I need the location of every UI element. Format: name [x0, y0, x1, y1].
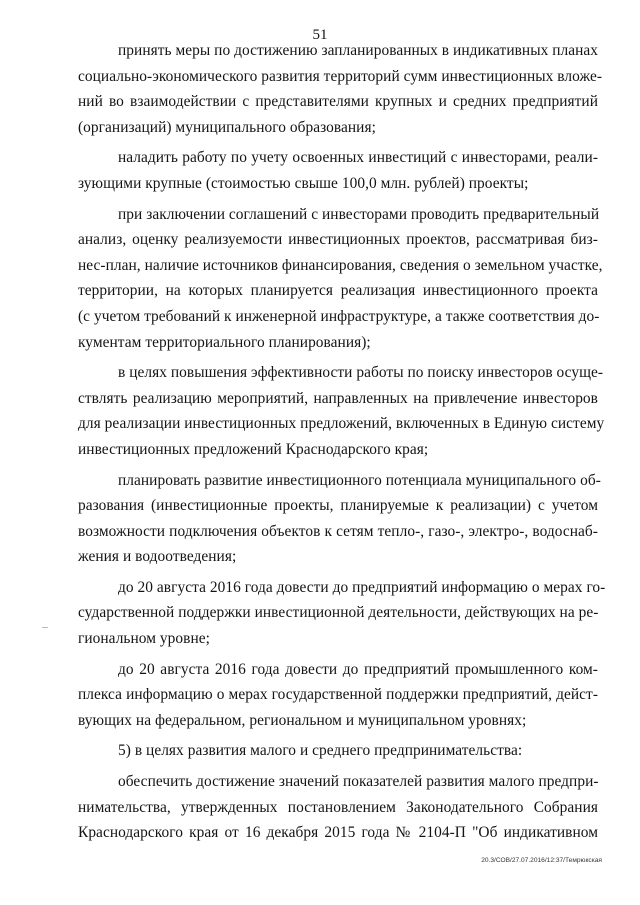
text-line: кументам территориального планирования);	[78, 333, 371, 351]
text-line: нес-план, наличие источников финансирования, сведения о земельном участке,	[78, 256, 603, 274]
text-line: нимательства, утвержденных постановлением Законодательного Собрания	[78, 798, 598, 816]
text-line: сударственной поддержки инвестиционной деятельности, действующих на ре-	[78, 604, 599, 622]
text-line: социально-экономического развития территорий сумм инвестиционных вложе-	[78, 67, 603, 85]
text-line: 5) в целях развития малого и среднего предпринимательства:	[118, 742, 523, 760]
text-line: для реализации инвестиционных предложений, включенных в Единую систему	[78, 415, 605, 433]
text-line: принять меры по достижению запланированных в индикативных планах	[118, 42, 599, 59]
text-line: до 20 августа 2016 года довести до предприятий промышленного ком-	[118, 660, 598, 678]
document-body	[78, 38, 606, 846]
text-line: обеспечить достижение значений показателей развития малого предпри-	[118, 773, 599, 791]
text-line: (организаций) муниципального образования;	[78, 118, 376, 136]
text-line: планировать развитие инвестиционного потенциала муниципального об-	[118, 471, 601, 489]
text-line: наладить работу по учету освоенных инвестиций с инвесторами, реали-	[118, 149, 598, 167]
text-line: ствлять реализацию мероприятий, направленных на привлечение инвесторов	[78, 389, 598, 407]
text-line: гиональном уровне;	[78, 630, 210, 648]
text-line: возможности подключения объектов к сетям тепло-, газо-, электро-, водоснаб-	[78, 522, 598, 540]
text-line: в целях повышения эффективности работы по поиску инвесторов осуще-	[118, 364, 604, 382]
text-line: до 20 августа 2016 года довести до предприятий информацию о мерах го-	[118, 578, 606, 596]
text-line: плекса информацию о мерах государственной поддержки предприятий, дейст-	[78, 686, 598, 704]
text-line: территории, на которых планируется реализация инвестиционного проекта	[78, 282, 598, 300]
text-line: ний во взаимодействии с представителями крупных и средних предприятий	[78, 93, 598, 111]
text-line: инвестиционных предложений Краснодарского края;	[78, 440, 429, 458]
text-line: вующих на федеральном, региональном и муниципальном уровнях;	[78, 711, 527, 729]
text-line: зующими крупные (стоимостью свыше 100,0 млн. рублей) проекты;	[78, 174, 529, 192]
text-line: (с учетом требований к инженерной инфраструктуре, а также соответствия до-	[78, 307, 600, 325]
page-number: 51	[312, 27, 328, 43]
margin-mark	[42, 627, 48, 628]
text-line: при заключении соглашений с инвесторами проводить предварительный	[118, 205, 600, 223]
text-line: Краснодарского края от 16 декабря 2015 года № 2104-П "Об индикативном	[78, 824, 598, 842]
text-line: анализ, оценку реализуемости инвестиционных проектов, рассматривая биз-	[78, 231, 598, 249]
text-line: жения и водоотведения;	[78, 548, 237, 566]
document-footer-stamp: 20.3/СОВ/27.07.2016/12:37/Темрюкская	[481, 857, 602, 864]
text-line: разования (инвестиционные проекты, планируемые к реализации) с учетом	[78, 497, 598, 515]
